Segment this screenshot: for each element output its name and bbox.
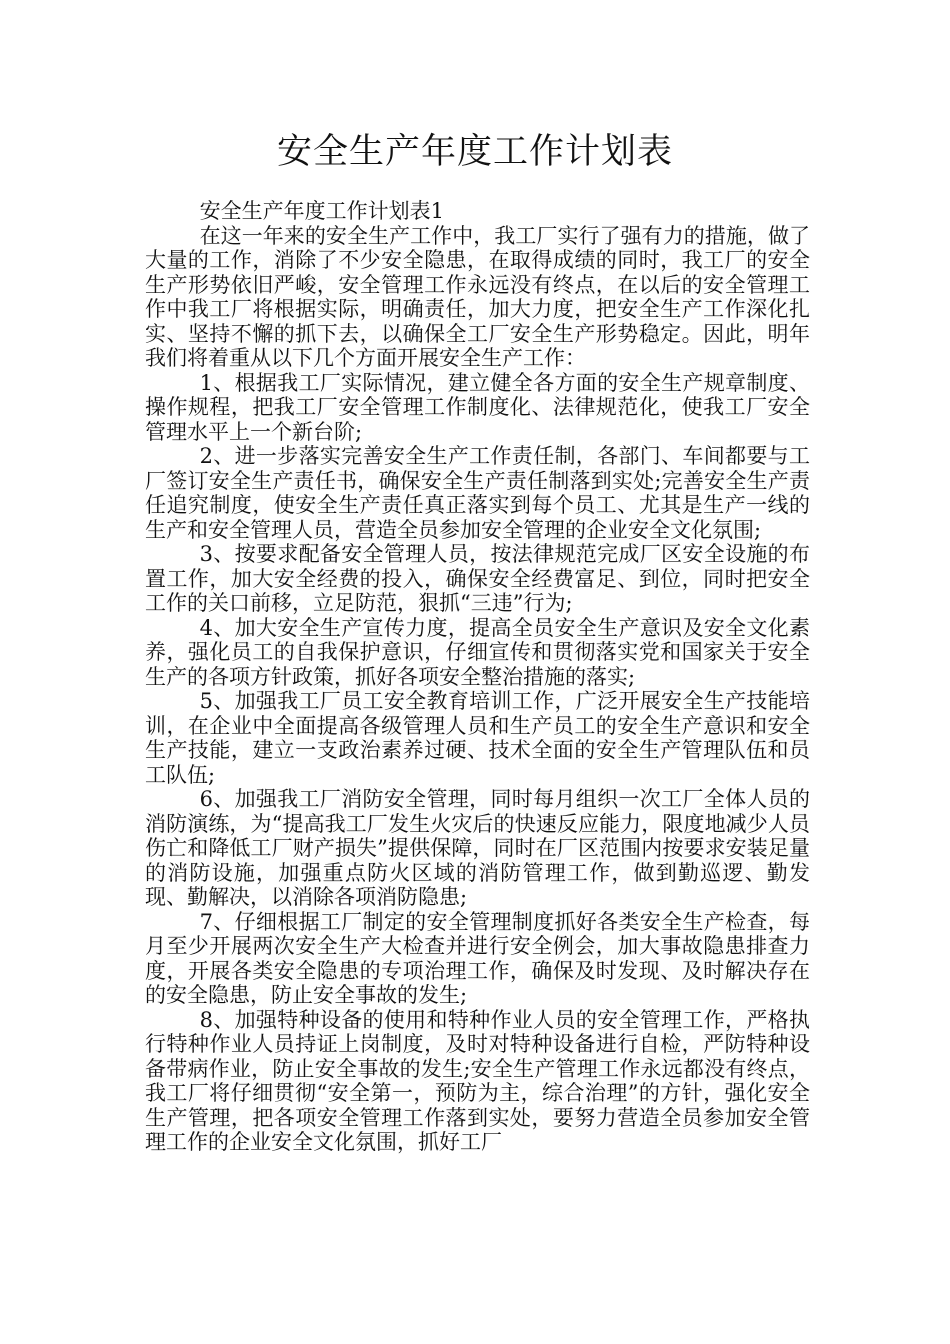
list-item: 6、加强我工厂消防安全管理，同时每月组织一次工厂全体人员的消防演练，为“提高我工厂发生火灾后的快速反应能力，限度地减少人员伤亡和降低工厂财产损失”提供保障，同时在厂区范围内按要求安装足量的消防设施，加强重点防火区域的消防管理工作，做到勤巡逻、勤发现、勤解决，以消除各项消防隐患;: [145, 787, 810, 909]
list-item: 2、进一步落实完善安全生产工作责任制，各部门、车间都要与工厂签订安全生产责任书，确保安全生产责任制落到实处;完善安全生产责任追究制度，使安全生产责任真正落实到每个员工、尤其是生产一线的生产和安全管理人员，营造全员参加安全管理的企业安全文化氛围;: [145, 444, 810, 542]
intro-paragraph: 在这一年来的安全生产工作中，我工厂实行了强有力的措施，做了大量的工作，消除了不少安全隐患，在取得成绩的同时，我工厂的安全生产形势依旧严峻，安全管理工作永远没有终点，在以后的安全管理工作中我工厂将根据实际，明确责任，加大力度，把安全生产工作深化扎实、坚持不懈的抓下去，以确保全工厂安全生产形势稳定。因此，明年我们将着重从以下几个方面开展安全生产工作：: [145, 223, 810, 370]
section-heading: 安全生产年度工作计划表1: [199, 199, 444, 223]
page-title: 安全生产年度工作计划表: [276, 132, 673, 172]
list-item: 8、加强特种设备的使用和特种作业人员的安全管理工作，严格执行特种作业人员持证上岗制度，及时对特种设备进行自检，严防特种设备带病作业，防止安全事故的发生;安全生产管理工作永远都没有终点，我工厂将仔细贯彻“安全第一，预防为主，综合治理”的方针，强化安全生产管理，把各项安全管理工作落到实处，要努力营造全员参加安全管理工作的企业安全文化氛围，抓好工厂: [145, 1007, 810, 1154]
list-item: 7、仔细根据工厂制定的安全管理制度抓好各类安全生产检查，每月至少开展两次安全生产大检查并进行安全例会，加大事故隐患排查力度，开展各类安全隐患的专项治理工作，确保及时发现、及时解决存在的安全隐患，防止安全事故的发生;: [145, 909, 810, 1007]
list-item: 3、按要求配备安全管理人员，按法律规范完成厂区安全设施的布置工作，加大安全经费的投入，确保安全经费富足、到位，同时把安全工作的关口前移，立足防范，狠抓“三违”行为;: [145, 542, 810, 615]
document-body: [145, 199, 810, 1155]
list-item: 4、加大安全生产宣传力度，提高全员安全生产意识及安全文化素养，强化员工的自我保护意识，仔细宣传和贯彻落实党和国家关于安全生产的各项方针政策，抓好各项安全整治措施的落实;: [145, 615, 810, 689]
list-item: 1、根据我工厂实际情况，建立健全各方面的安全生产规章制度、操作规程，把我工厂安全管理工作制度化、法律规范化，使我工厂安全管理水平上一个新台阶;: [145, 370, 810, 444]
list-item: 5、加强我工厂员工安全教育培训工作，广泛开展安全生产技能培训，在企业中全面提高各级管理人员和生产员工的安全生产意识和安全生产技能，建立一支政治素养过硬、技术全面的安全生产管理队伍和员工队伍;: [145, 689, 810, 787]
